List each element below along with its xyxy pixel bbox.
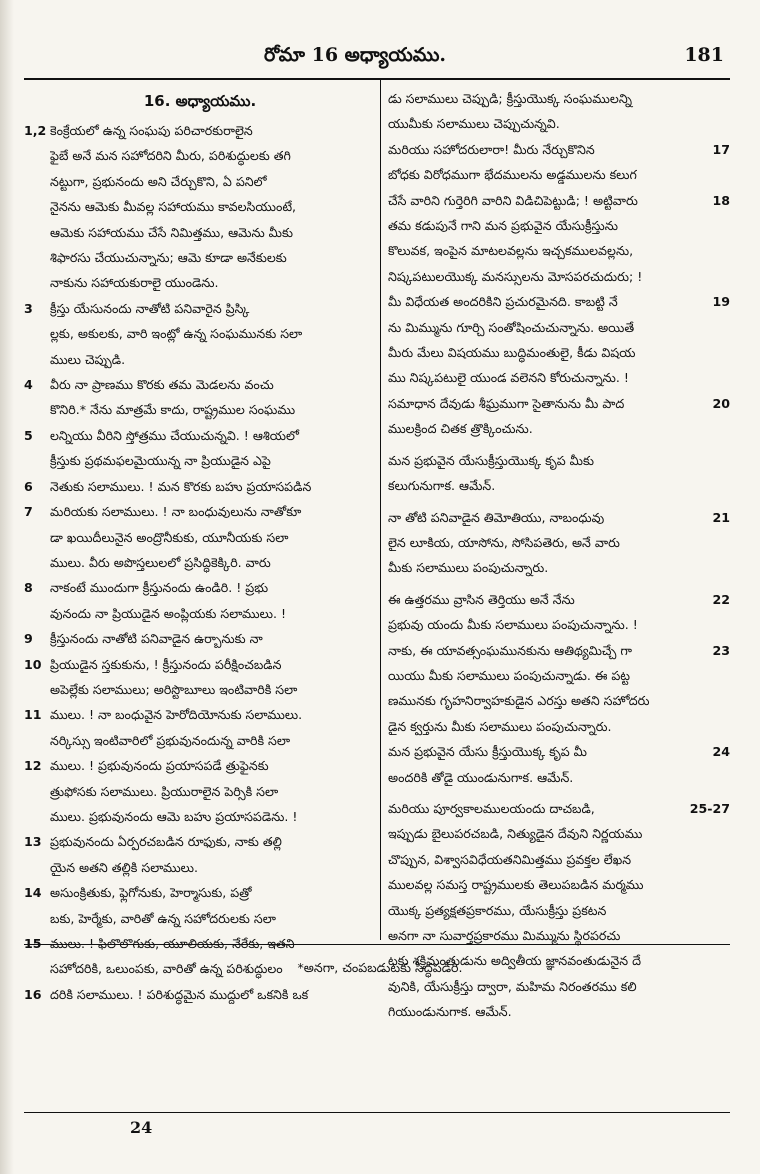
verse-text: మరియకు సలాములు. ! నా బంధువులును నాతోకూ [50, 504, 302, 520]
verse-number [696, 213, 730, 238]
verse-line [24, 550, 376, 575]
verse-line [388, 473, 730, 498]
signature-mark: 24 [130, 1118, 153, 1137]
verse-text: మన ప్రభువైన యేసు క్రీస్తుయొక్క కృప మీ [388, 744, 587, 760]
verse-number [696, 765, 730, 790]
verse-number: 24 [712, 744, 730, 760]
verse-text: శిఫారసు చేయుచున్నాను; ఆమె కూడా అనేకులకు [50, 250, 287, 266]
verse-line [24, 169, 376, 194]
verse-text: అందరికి తోడై యుండునుగాక. ఆమేన్. [388, 769, 574, 785]
verse-number: 23 [712, 642, 730, 658]
verse-text: నాకు, ఈ యావత్సంఘమునకును ఆతిథ్యమిచ్చే గా [388, 642, 632, 658]
verse-text: చేసే వారిని గుర్తెరిగి వారిని విడిచిపెట్టుడి; ! అట్టివారు [388, 192, 638, 208]
verse-line [24, 702, 376, 727]
verse-line [388, 365, 730, 390]
verse-number [24, 321, 50, 346]
verse-number: 4 [24, 377, 33, 393]
verse-text: మరియు పూర్వకాలములయందు దాచబడి, [388, 800, 595, 816]
verse-number: 20 [712, 395, 730, 411]
verse-number [696, 340, 730, 365]
verse-number [24, 397, 50, 422]
verse-text: నట్టుగా, ప్రభునందు అని చేర్చుకొని, ఏ పనిలో [50, 173, 267, 189]
verse-line [24, 753, 376, 778]
verse-text: నర్కిస్సు ఇంటివారిలో ప్రభువునందున్న వారికి సలా [50, 732, 291, 748]
verse-text: ప్రియుడైన స్తకుకును, ! క్రీస్తునందు పరీక్షించబడిన [50, 656, 282, 672]
verse-text: కెంక్రేయలో ఉన్న సంఘపు పరిచారకురాలైన [50, 123, 253, 138]
verse-line [388, 847, 730, 872]
verse-line [24, 575, 376, 600]
verse-line [24, 347, 376, 372]
verse-text: ఈ ఉత్తరము వ్రాసిన తెర్తియు అనే నేను [388, 591, 575, 607]
verse-line [24, 880, 376, 905]
column-divider [380, 80, 381, 940]
verse-line [24, 829, 376, 854]
verse-line [388, 264, 730, 289]
verse-text: ప్రభువునందు ఏర్పరచబడిన రూఫుకు, నాకు తల్లి [50, 834, 282, 850]
verse-line [388, 162, 730, 187]
verse-number: 11 [24, 707, 42, 723]
verse-number [696, 416, 730, 441]
verse-number [696, 162, 730, 187]
verse-number [696, 448, 730, 473]
page-header [24, 36, 730, 76]
verse-number [696, 555, 730, 580]
verse-line [388, 111, 730, 136]
verse-text: ములక్రింద చితక త్రొక్కించును. [388, 421, 533, 437]
verse-number: 1,2 [24, 123, 47, 138]
verse-line [24, 982, 376, 1007]
verse-text: మరియు సహోదరులారా! మీరు నేర్చుకొనిన [388, 141, 595, 157]
verse-line [388, 86, 730, 111]
verse-number: 5 [24, 427, 33, 443]
verse-line [388, 587, 730, 612]
verse-text: ములు చెప్పుడి. [50, 351, 126, 367]
verse-text: ల్లకు, అకులకు, వారి ఇంట్లో ఉన్న సంఘమునకు సలా [50, 326, 303, 342]
verse-line [24, 499, 376, 524]
verse-number [24, 169, 50, 194]
verse-text: డా ఖయిదీలునైన అంద్రొనీకుకు, యూనీయకు సలా [50, 529, 289, 545]
verse-number: 10 [24, 656, 42, 672]
verse-number: 7 [24, 504, 33, 520]
verse-text: లైన లూకియ, యాసోను, సోసిపతెరు, అనే వారు [388, 534, 620, 550]
verse-text: ఫైబే అనే మన సహోదరిని మీరు, పరిశుద్ధులకు తగి [50, 148, 291, 164]
verse-text: కొలువక, ఇంపైన మాటలవల్లను ఇచ్చకములవల్లను, [388, 243, 634, 259]
verse-text: లన్నియు వీరిని స్తోత్రము చేయుచున్నవి. ! ఆశియలో [50, 427, 299, 443]
verse-text: అసుంక్రితుకు, ఫ్లెగోనుకు, హెర్మాసుకు, పత్రో [50, 885, 252, 901]
verse-number: 17 [712, 141, 730, 157]
verse-line [388, 391, 730, 416]
verse-number [696, 111, 730, 136]
verse-text: ఆమెకు సహాయము చేసే నిమిత్తము, ఆమెను మీకు [50, 224, 293, 240]
verse-number: 3 [24, 300, 33, 316]
verse-line [388, 137, 730, 162]
verse-text: వునికి, యేసుక్రీస్తు ద్వారా, మహిమ నిరంతరము కలి [388, 978, 637, 994]
verse-text: యైన అతని తల్లికి సలాములు. [50, 859, 198, 875]
verse-number [24, 448, 50, 473]
verse-text: ఇప్పుడు బైలుపరచబడి, నిత్యుడైన దేవుని నిర్ణయము [388, 826, 643, 842]
verse-line [388, 416, 730, 441]
chapter-heading: 16. అధ్యాయము. [143, 92, 257, 110]
verse-number: 6 [24, 478, 33, 494]
verse-number [24, 601, 50, 626]
verse-text: తమ కడుపునే గాని మన ప్రభువైన యేసుక్రీస్తును [388, 218, 618, 234]
footnote-rule [24, 944, 730, 945]
verse-number [696, 999, 730, 1024]
verse-number [24, 194, 50, 219]
verse-line [388, 530, 730, 555]
verse-number [696, 365, 730, 390]
verse-number [24, 779, 50, 804]
verse-text: ణమునకు గృహనిర్వాహకుడైన ఎరస్తు అతని సహోదరు [388, 693, 650, 709]
verse-line [388, 663, 730, 688]
verse-number: 21 [712, 509, 730, 525]
verse-text: త్రుఫోసకు సలాములు. ప్రియురాలైన పెర్సికి సలా [50, 783, 279, 799]
verse-text: ములు. ! ఫిలొలొగుకు, యూలియకు, నేరేకు, ఇతని [50, 936, 295, 951]
verse-line [24, 626, 376, 651]
verse-number [696, 898, 730, 923]
verse-number: 8 [24, 580, 33, 596]
verse-text: వునందు నా ప్రియుడైన అంప్లియకు సలాములు. ! [50, 605, 287, 621]
verse-line [388, 612, 730, 637]
page-number: 181 [684, 44, 724, 66]
verse-text: ప్రభువు యందు మీకు సలాములు పంపుచున్నాను. ! [388, 617, 638, 633]
verse-line [388, 505, 730, 530]
verse-text: ములు. వీరు అపొస్తలులలో ప్రసిద్ధికెక్కిరి. వారు [50, 554, 271, 570]
verse-text: కలుగునుగాక. ఆమేన్. [388, 478, 496, 494]
verse-text: డైన క్వర్తును మీకు సలాములు పంపుచున్నారు. [388, 718, 612, 734]
verse-line [388, 213, 730, 238]
verse-line [388, 714, 730, 739]
verse-number [696, 872, 730, 897]
verse-line [24, 728, 376, 753]
verse-text: నాకంటే ముందుగా క్రీస్తునందు ఉండిరి. ! ప్రభు [50, 580, 269, 596]
verse-line [388, 638, 730, 663]
verse-line [24, 143, 376, 168]
verse-line [24, 220, 376, 245]
verse-text: ములు. ! ప్రభువునందు ప్రయాసపడే త్రుఫైనకు [50, 758, 269, 774]
verse-number: 22 [712, 591, 730, 607]
header-rule [24, 78, 730, 80]
verse-number [24, 525, 50, 550]
verse-text: ములు. ! నా బంధువైన హెరోదియోనుకు సలాములు. [50, 707, 303, 723]
verse-text: యుమీకు సలాములు చెప్పుచున్నవి. [388, 116, 560, 132]
verse-text: డు సలాములు చెప్పుడి; క్రీస్తుయొక్క సంఘములన్ని [388, 91, 632, 106]
verse-text: యొక్క ప్రత్యక్షతప్రకారము, యేసుక్రీస్తు ప్రకటన [388, 902, 607, 918]
verse-line [24, 321, 376, 346]
verse-text: వీరు నా ప్రాణము కొరకు తమ మెడలను వంచు [50, 377, 274, 393]
verse-line [388, 999, 730, 1024]
verse-line [24, 652, 376, 677]
verse-text: నా తోటి పనివాడైన తిమోతియు, నాబంధువు [388, 509, 605, 525]
verse-line [388, 555, 730, 580]
verse-line [24, 804, 376, 829]
verse-line [24, 855, 376, 880]
verse-number [24, 347, 50, 372]
verse-number [696, 473, 730, 498]
verse-line [24, 296, 376, 321]
verse-number [696, 612, 730, 637]
verse-number [696, 264, 730, 289]
verse-line [388, 739, 730, 764]
verse-line [388, 765, 730, 790]
verse-text: క్రీస్తుకు ప్రథమఫలమైయున్న నా ప్రియుడైన ఎపై [50, 453, 271, 469]
verse-number: 12 [24, 758, 42, 774]
verse-number [696, 663, 730, 688]
verse-number [696, 847, 730, 872]
verse-number: 19 [712, 294, 730, 310]
verse-text: చొప్పున, విశ్వాసవిధేయతనిమిత్తము ప్రవక్తల లేఖన [388, 851, 632, 867]
verse-number [24, 220, 50, 245]
verse-line [388, 188, 730, 213]
verse-line [24, 601, 376, 626]
verse-line [24, 525, 376, 550]
verse-text: దరికి సలాములు. ! పరిశుద్ధమైన ముద్దులో ఒకనికి ఒక [50, 986, 309, 1002]
verse-line [24, 448, 376, 473]
verse-text: సహోదరికి, ఒలుంపకు, వారితో ఉన్న పరిశుద్ధులం [50, 961, 283, 977]
verse-text: టకు శక్తిమంతుడును అద్వితీయ జ్ఞానవంతుడునైన దే [388, 953, 641, 969]
verse-number [24, 728, 50, 753]
verse-number [24, 143, 50, 168]
verse-number [696, 821, 730, 846]
verse-line [24, 270, 376, 295]
verse-number: 14 [24, 885, 42, 901]
verse-text: నెతుకు సలాములు. ! మన కొరకు బహు ప్రయాసపడిన [50, 478, 312, 494]
verse-text: క్రీస్తునందు నాతోటి పనివాడైన ఉర్బానుకు నా [50, 631, 263, 647]
verse-line [388, 872, 730, 897]
footnote: *అనగా, చంపబడుటకు సిద్ధపడిరి. [297, 960, 463, 975]
verse-text: నైనను ఆమెకు మీవల్ల సహాయము కావలసియుంటే, [50, 199, 297, 215]
verse-line [24, 906, 376, 931]
verse-line [24, 677, 376, 702]
verse-number [696, 688, 730, 713]
verse-line [388, 289, 730, 314]
verse-text: కొనిరి.* నేను మాత్రమే కాదు, రాష్ట్రముల సంఘము [50, 402, 296, 418]
verse-text: ను మిమ్మును గూర్చి సంతోషించుచున్నాను. అయితే [388, 319, 635, 335]
verse-number [24, 906, 50, 931]
verse-line [24, 423, 376, 448]
verse-number [696, 315, 730, 340]
verse-line [388, 315, 730, 340]
verse-text: గియుండునుగాక. ఆమేన్. [388, 1004, 512, 1020]
verse-number [24, 245, 50, 270]
verse-line [24, 194, 376, 219]
left-column [24, 86, 376, 1007]
verse-text: మీకు సలాములు పంపుచున్నారు. [388, 560, 549, 576]
verse-number: 25-27 [689, 800, 730, 816]
verse-number [24, 677, 50, 702]
verse-number [24, 804, 50, 829]
verse-line [24, 397, 376, 422]
verse-number [24, 270, 50, 295]
verse-text: నిష్కపటులయొక్క మనస్సులను మోసపరచుదురు; ! [388, 268, 643, 284]
bottom-rule [24, 1112, 730, 1113]
page-title: రోమా 16 అధ్యాయము. [264, 44, 447, 66]
verse-line [388, 688, 730, 713]
verse-text: ము నిష్కపటులై యుండ వలెనని కోరుచున్నాను. ! [388, 370, 629, 386]
verse-text: ములవల్ల సమస్త రాష్ట్రములకు తెలుపబడిన మర్మము [388, 877, 644, 893]
verse-text: మీ విధేయత అందరికిని ప్రచురమైనది. కాబట్టి నే [388, 294, 618, 310]
verse-text: నాకును సహాయకురాలై యుండెను. [50, 275, 219, 291]
verse-text: అనగా నా సువార్తప్రకారము మిమ్మును స్థిరపరచు [388, 928, 621, 943]
verse-text: బకు, హెర్మేకు, వారితో ఉన్న సహోదరులకు సలా [50, 910, 276, 926]
verse-text: యియు మీకు సలాములు పంపుచున్నాడు. ఈ పట్ట [388, 667, 631, 683]
verse-line [388, 238, 730, 263]
verse-text: ములు. ప్రభువునందు ఆమె బహు ప్రయాసపడెను. ! [50, 808, 298, 824]
verse-text: మన ప్రభువైన యేసుక్రీస్తుయొక్క కృప మీకు [388, 452, 594, 468]
verse-number: 16 [24, 986, 42, 1002]
verse-line [388, 448, 730, 473]
verse-text: బోధకు విరోధముగా భేదములను అడ్డములను కలుగ [388, 167, 637, 183]
right-column [388, 86, 730, 1025]
verse-line [24, 474, 376, 499]
verse-number: 18 [712, 192, 730, 208]
verse-line [24, 118, 376, 143]
verse-line [24, 779, 376, 804]
verse-line [24, 372, 376, 397]
verse-line [388, 821, 730, 846]
verse-text: క్రీస్తు యేసునందు నాతోటి పనివారైన ప్రిస్కి [50, 300, 250, 316]
verse-line [388, 898, 730, 923]
verse-number [24, 855, 50, 880]
verse-number: 13 [24, 834, 42, 850]
binding-edge [0, 0, 14, 1174]
verse-number [696, 714, 730, 739]
verse-number [696, 238, 730, 263]
verse-line [388, 796, 730, 821]
verse-line [388, 340, 730, 365]
verse-number: 9 [24, 631, 33, 647]
verse-text: సమాధాన దేవుడు శీఘ్రముగా సైతానును మీ పాద [388, 395, 625, 411]
verse-line [24, 245, 376, 270]
verse-text: మీరు మేలు విషయము బుద్ధిమంతులై, కీడు విషయ [388, 345, 636, 361]
verse-number [24, 550, 50, 575]
verse-text: అపెల్లేకు సలాములు; అరిస్టొబూలు ఇంటివారికి సలా [50, 681, 298, 697]
verse-number [696, 86, 730, 111]
verse-number: 15 [24, 936, 42, 951]
verse-number [696, 530, 730, 555]
